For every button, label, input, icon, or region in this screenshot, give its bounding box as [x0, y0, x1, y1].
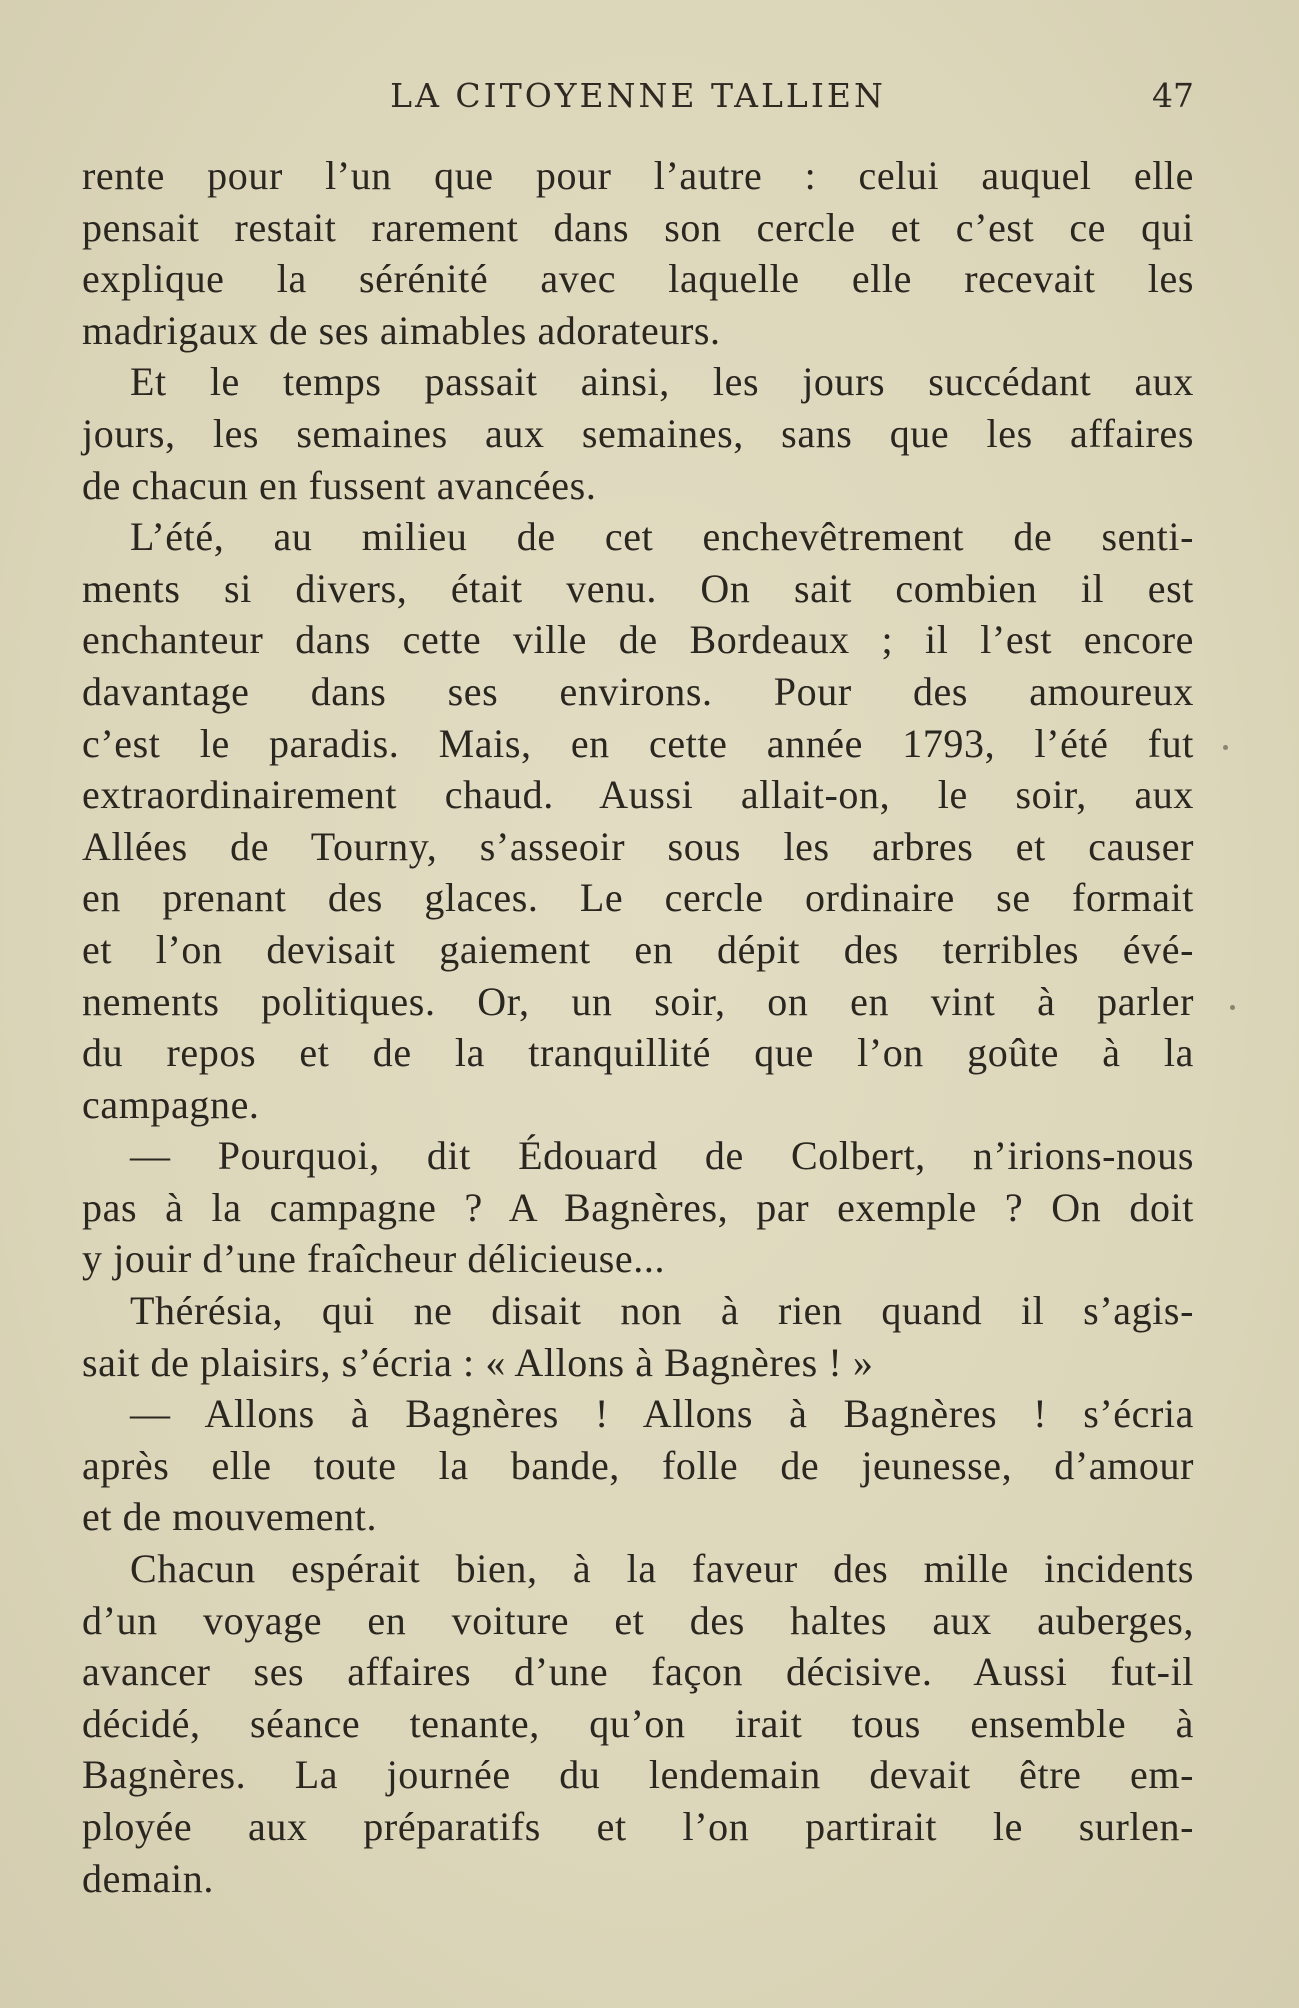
- text-line: du repos et de la tranquillité que l’on goûte à la: [82, 1030, 1194, 1076]
- text-line: sait de plaisirs, s’écria : « Allons à Bagnères ! »: [82, 1339, 874, 1385]
- text-line: madrigaux de ses aimables adorateurs.: [82, 307, 721, 353]
- text-line: et l’on devisait gaiement en dépit des terribles évé-: [82, 926, 1194, 972]
- text-line: campagne.: [82, 1081, 260, 1127]
- text-line: rente pour l’un que pour l’autre : celui auquel elle: [82, 153, 1194, 198]
- text-line: ments si divers, était venu. On sait combien il est: [82, 565, 1194, 611]
- text-line: davantage dans ses environs. Pour des amoureux: [82, 668, 1194, 714]
- text-line: L’été, au milieu de cet enchevêtrement de senti-: [130, 514, 1194, 560]
- text-line: nements politiques. Or, un soir, on en vint à parler: [82, 978, 1194, 1024]
- text-line: après elle toute la bande, folle de jeunesse, d’amour: [82, 1442, 1194, 1488]
- text-line: demain.: [82, 1855, 214, 1901]
- text-line: enchanteur dans cette ville de Bordeaux ; il l’est encore: [82, 617, 1194, 663]
- text-line: pensait restait rarement dans son cercle et c’est ce qui: [82, 204, 1194, 250]
- text-line: y jouir d’une fraîcheur délicieuse...: [82, 1236, 666, 1282]
- text-line: extraordinairement chaud. Aussi allait-on, le soir, aux: [82, 772, 1194, 818]
- running-title: LA CITOYENNE TALLIEN: [390, 76, 886, 115]
- text-line: — Allons à Bagnères ! Allons à Bagnères ! s’écria: [130, 1391, 1194, 1437]
- text-line: d’un voyage en voiture et des haltes aux auberges,: [82, 1597, 1194, 1643]
- text-line: Et le temps passait ainsi, les jours succédant aux: [130, 359, 1194, 405]
- paper-speck: [1230, 1005, 1235, 1010]
- running-head: [82, 76, 1194, 116]
- text-line: Bagnères. La journée du lendemain devait être em-: [82, 1752, 1194, 1798]
- page-number: 47: [1152, 76, 1194, 115]
- text-line: décidé, séance tenante, qu’on irait tous ensemble à: [82, 1700, 1194, 1746]
- body-text: [82, 150, 1194, 1904]
- text-line: Allées de Tourny, s’asseoir sous les arbres et causer: [82, 823, 1194, 869]
- text-line: — Pourquoi, dit Édouard de Colbert, n’irions-nous: [130, 1133, 1194, 1179]
- text-line: ployée aux préparatifs et l’on partirait le surlen-: [82, 1804, 1194, 1849]
- text-line: pas à la campagne ? A Bagnères, par exemple ? On doit: [82, 1184, 1194, 1230]
- text-line: et de mouvement.: [82, 1494, 378, 1540]
- text-line: c’est le paradis. Mais, en cette année 1793, l’été fut: [82, 720, 1194, 766]
- text-line: en prenant des glaces. Le cercle ordinaire se formait: [82, 875, 1194, 921]
- text-line: explique la sérénité avec laquelle elle recevait les: [82, 256, 1194, 302]
- paper-speck: [1223, 745, 1228, 750]
- text-line: Chacun espérait bien, à la faveur des mille incidents: [130, 1546, 1194, 1592]
- text-line: de chacun en fussent avancées.: [82, 462, 597, 508]
- text-line: Thérésia, qui ne disait non à rien quand il s’agis-: [130, 1288, 1194, 1334]
- text-line: jours, les semaines aux semaines, sans que les affaires: [82, 410, 1194, 456]
- text-line: avancer ses affaires d’une façon décisive. Aussi fut-il: [82, 1649, 1194, 1695]
